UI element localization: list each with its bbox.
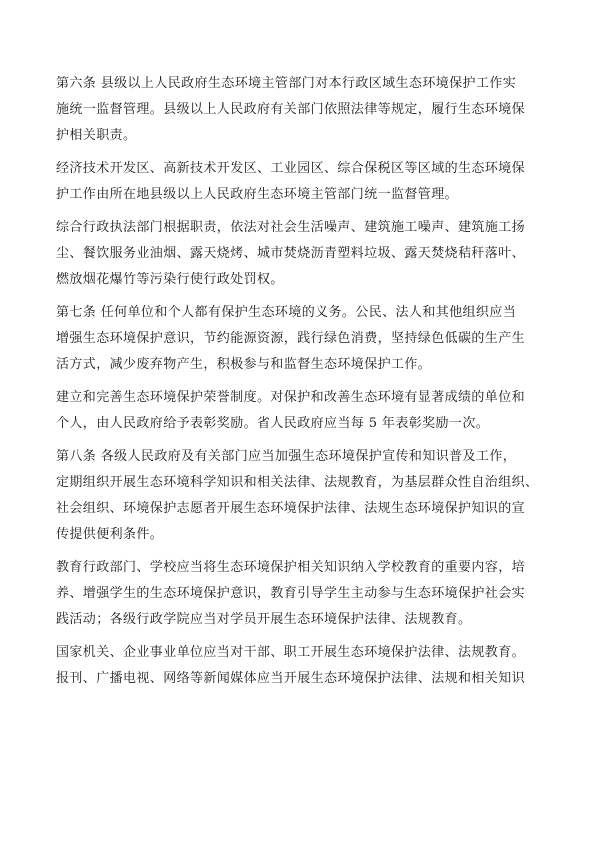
text-line: 践活动；各级行政学院应当对学员开展生态环境保护法律、法规教育。 <box>56 612 472 627</box>
text-line: 第八条 各级人民政府及有关部门应当加强生态环境保护宣传和知识普及工作， <box>56 449 517 464</box>
paragraph-development-zones <box>56 156 544 208</box>
text-line: 国家机关、企业事业单位应当对干部、职工开展生态环境保护法律、法规教育。 <box>56 645 526 660</box>
text-line: 护相关职责。 <box>56 128 137 143</box>
text-line: 经济技术开发区、高新技术开发区、工业园区、综合保税区等区域的生态环境保 <box>56 161 526 176</box>
paragraph-education <box>56 555 544 633</box>
text-line: 定期组织开展生态环境科学知识和相关法律、法规教育，为基层群众性自治组织、 <box>56 475 539 490</box>
text-line: 增强生态环境保护意识，节约能源资源，践行绿色消费，坚持绿色低碳的生产生 <box>56 331 526 346</box>
text-line: 第七条 任何单位和个人都有保护生态环境的义务。公民、法人和其他组织应当 <box>56 305 517 320</box>
text-line: 护工作由所在地县级以上人民政府生态环境主管部门统一监督管理。 <box>56 187 459 202</box>
text-line: 尘、餐饮服务业油烟、露天烧烤、城市焚烧沥青塑料垃圾、露天焚烧秸秆落叶、 <box>56 246 526 261</box>
paragraph-honor-system <box>56 385 544 437</box>
paragraph-state-organs <box>56 640 544 692</box>
text-line: 社会组织、环境保护志愿者开展生态环境保护法律、法规生态环境保护知识的宣 <box>56 501 526 516</box>
text-line: 个人，由人民政府给予表彰奖励。省人民政府应当每 5 年表彰奖励一次。 <box>56 416 490 431</box>
text-line: 传提供便利条件。 <box>56 527 164 542</box>
text-line: 施统一监督管理。县级以上人民政府有关部门依照法律等规定，履行生态环境保 <box>56 102 526 117</box>
text-line: 第六条 县级以上人民政府生态环境主管部门对本行政区域生态环境保护工作实 <box>56 76 517 91</box>
paragraph-article-6 <box>56 71 544 149</box>
text-line: 建立和完善生态环境保护荣誉制度。对保护和改善生态环境有显著成绩的单位和 <box>56 390 526 405</box>
text-line: 养、增强学生的生态环境保护意识，教育引导学生主动参与生态环境保护社会实 <box>56 586 526 601</box>
document-body <box>56 71 544 699</box>
paragraph-article-7 <box>56 300 544 378</box>
text-line: 教育行政部门、学校应当将生态环境保护相关知识纳入学校教育的重要内容，培 <box>56 560 526 575</box>
paragraph-article-8 <box>56 444 544 548</box>
text-line: 报刊、广播电视、网络等新闻媒体应当开展生态环境保护法律、法规和相关知识 <box>56 671 526 686</box>
text-line: 综合行政执法部门根据职责，依法对社会生活噪声、建筑施工噪声、建筑施工扬 <box>56 220 526 235</box>
text-line: 活方式，减少废弃物产生，积极参与和监督生态环境保护工作。 <box>56 357 432 372</box>
text-line: 燃放烟花爆竹等污染行使行政处罚权。 <box>56 272 284 287</box>
paragraph-law-enforcement <box>56 215 544 293</box>
